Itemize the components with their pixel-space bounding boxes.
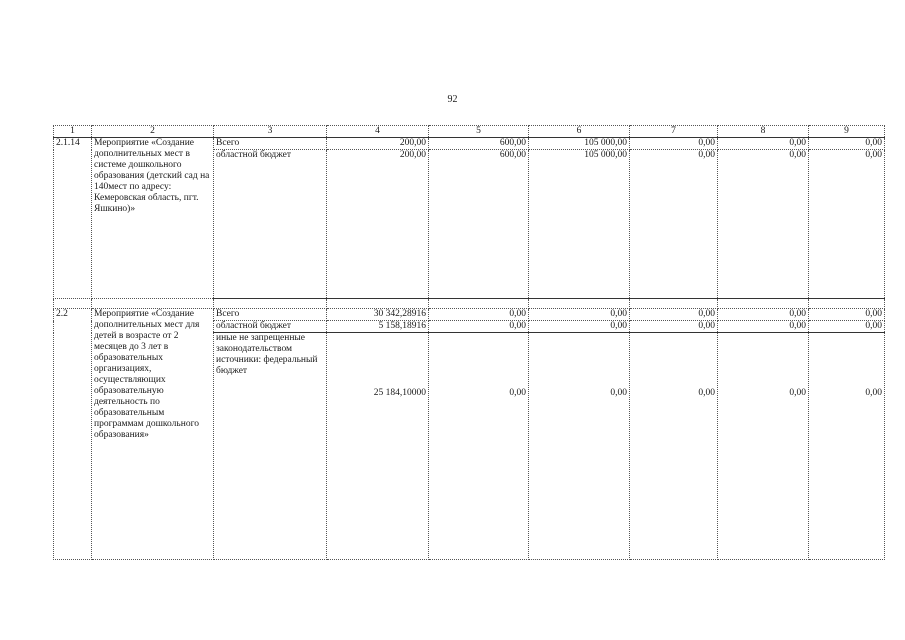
row-code-cell: 2.2 (54, 309, 92, 560)
header-cell: 7 (630, 126, 718, 138)
source-cell: Всего (214, 138, 327, 150)
value-cell: 30 342,28916 (327, 309, 429, 321)
value-cell: 0,00 (429, 333, 529, 560)
value-cell: 105 000,00 (529, 150, 630, 299)
table-row (54, 309, 885, 321)
value-cell: 0,00 (529, 309, 630, 321)
row-event-cell: Мероприятие «Создание дополнительных мест в системе дошкольного образования (детский сад на 140мест по адресу: Кемеровская область, пгт. Яшкино)» (92, 138, 214, 299)
value-cell: 0,00 (718, 333, 809, 560)
header-cell: 4 (327, 126, 429, 138)
source-cell: иные не запрещенные законодательством источники: федеральный бюджет (214, 333, 327, 560)
value-cell: 200,00 (327, 150, 429, 299)
value-cell: 0,00 (809, 333, 885, 560)
value-cell: 200,00 (327, 138, 429, 150)
value-cell: 0,00 (718, 309, 809, 321)
source-cell: Всего (214, 309, 327, 321)
spacer-row (54, 299, 885, 309)
header-cell: 5 (429, 126, 529, 138)
value-cell: 105 000,00 (529, 138, 630, 150)
table-row (54, 138, 885, 150)
value-cell: 0,00 (429, 321, 529, 333)
value-cell: 0,00 (718, 321, 809, 333)
row-code-cell: 2.1.14 (54, 138, 92, 299)
value-cell: 0,00 (630, 309, 718, 321)
value-cell: 0,00 (529, 333, 630, 560)
value-cell: 0,00 (429, 309, 529, 321)
source-cell: областной бюджет (214, 150, 327, 299)
value-cell: 0,00 (809, 150, 885, 299)
value-cell: 0,00 (630, 321, 718, 333)
header-cell: 1 (54, 126, 92, 138)
header-cell: 3 (214, 126, 327, 138)
row-event-cell: Мероприятие «Создание дополнительных мест для детей в возрасте от 2 месяцев до 3 лет в образовательных организациях, осуществляющих образовательную деятельность по образовательным программам дошкольного образования» (92, 309, 214, 560)
value-cell: 0,00 (630, 138, 718, 150)
value-cell: 5 158,18916 (327, 321, 429, 333)
value-cell: 600,00 (429, 150, 529, 299)
source-cell: областной бюджет (214, 321, 327, 333)
value-cell: 0,00 (529, 321, 630, 333)
value-cell: 0,00 (718, 138, 809, 150)
budget-table (53, 125, 885, 560)
header-row (54, 126, 885, 138)
value-cell: 0,00 (718, 150, 809, 299)
value-cell: 0,00 (630, 150, 718, 299)
header-cell: 2 (92, 126, 214, 138)
page-number: 92 (447, 94, 458, 105)
value-cell: 0,00 (809, 138, 885, 150)
value-cell: 0,00 (809, 321, 885, 333)
value-cell: 25 184,10000 (327, 333, 429, 560)
value-cell: 600,00 (429, 138, 529, 150)
header-cell: 6 (529, 126, 630, 138)
header-cell: 8 (718, 126, 809, 138)
header-cell: 9 (809, 126, 885, 138)
value-cell: 0,00 (809, 309, 885, 321)
value-cell: 0,00 (630, 333, 718, 560)
